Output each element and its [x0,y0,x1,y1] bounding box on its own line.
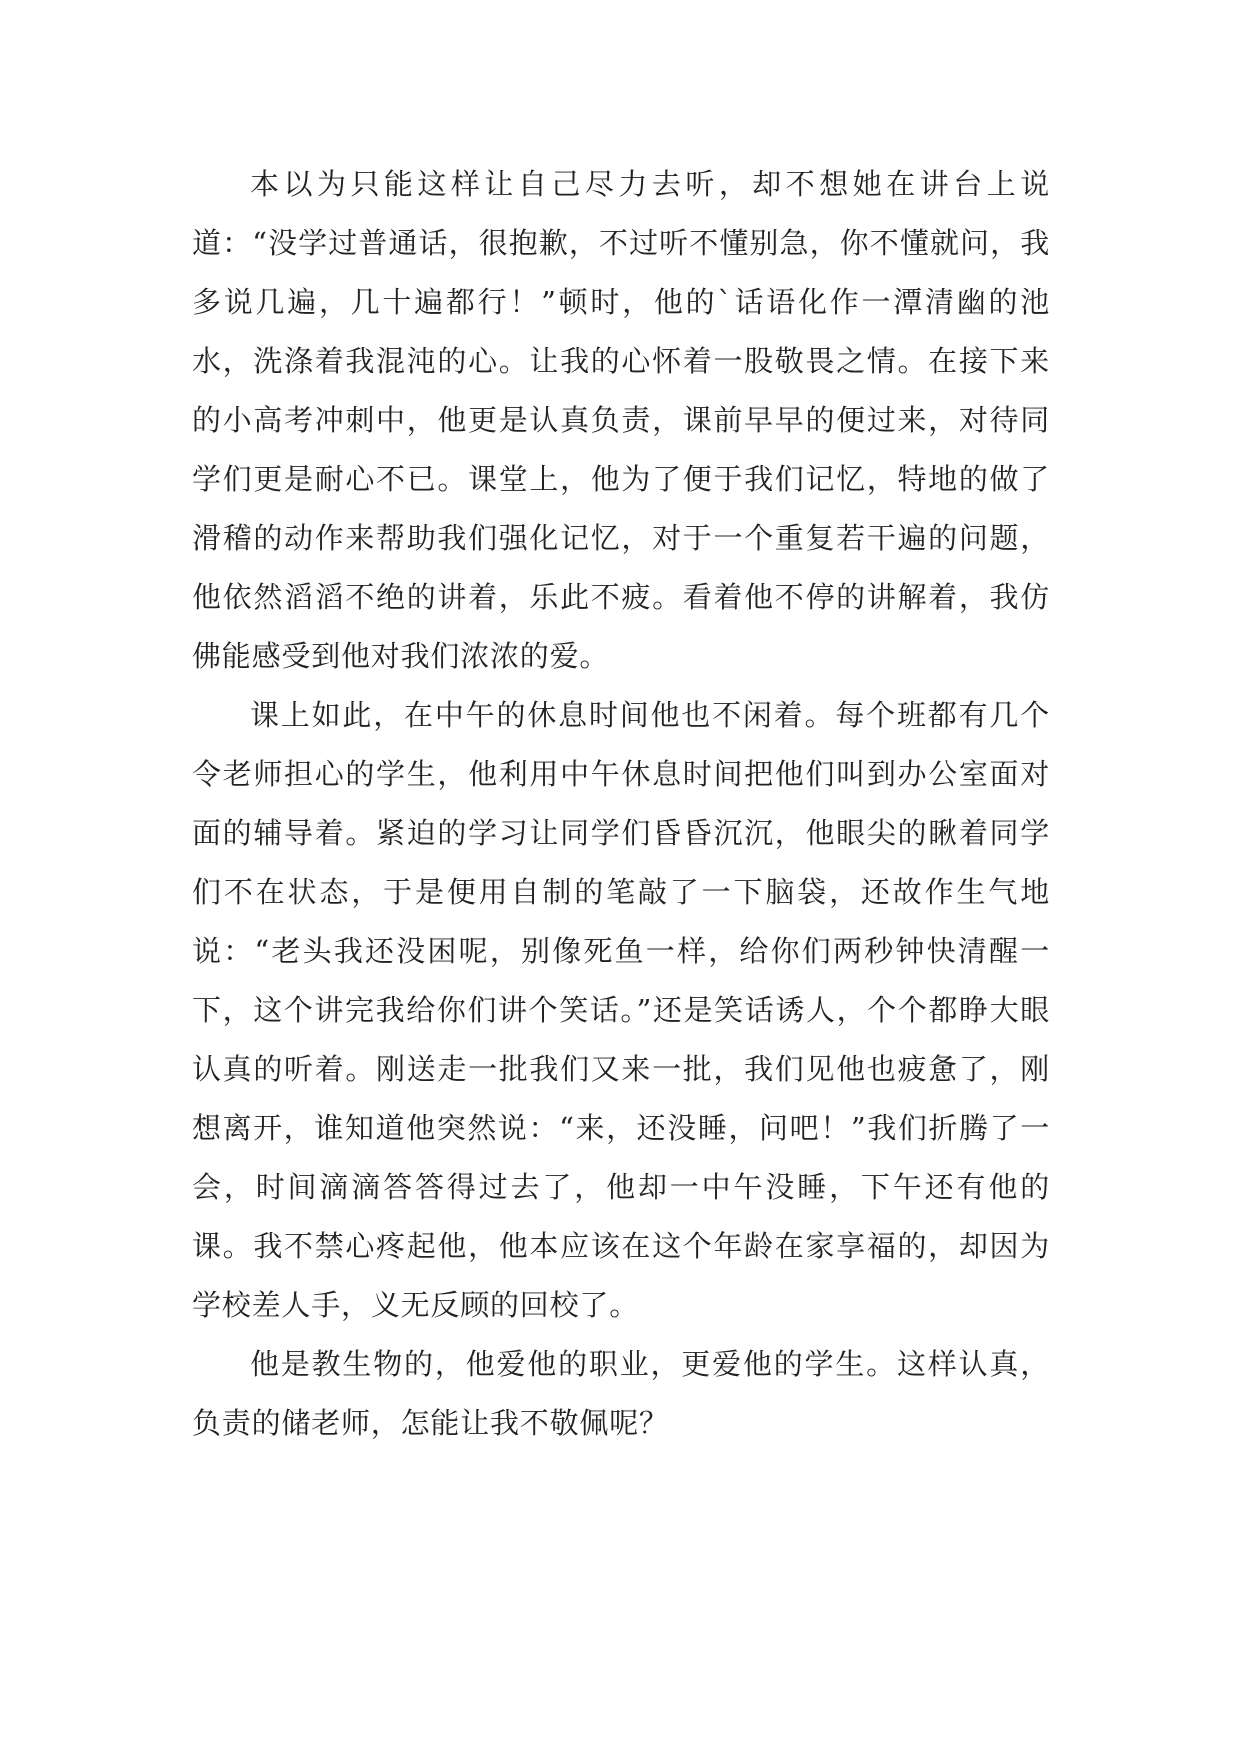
paragraph-1: 本以为只能这样让自己尽力去听，却不想她在讲台上说道：“没学过普通话，很抱歉，不过听不懂别急，你不懂就问，我多说几遍，几十遍都行！”顿时，他的`话语化作一潭清幽的池水，洗涤着我混沌的心。让我的心怀着一股敬畏之情。在接下来的小高考冲刺中，他更是认真负责，课前早早的便过来，对待同学们更是耐心不已。课堂上，他为了便于我们记忆，特地的做了滑稽的动作来帮助我们强化记忆，对于一个重复若干遍的问题，他依然滔滔不绝的讲着，乐此不疲。看着他不停的讲解着，我仿佛能感受到他对我们浓浓的爱。 [192,167,1050,673]
paragraph-2: 课上如此，在中午的休息时间他也不闲着。每个班都有几个令老师担心的学生，他利用中午休息时间把他们叫到办公室面对面的辅导着。紧迫的学习让同学们昏昏沉沉，他眼尖的瞅着同学们不在状态，于是便用自制的笔敲了一下脑袋，还故作生气地说：“老头我还没困呢，别像死鱼一样，给你们两秒钟快清醒一下，这个讲完我给你们讲个笑话。”还是笑话诱人，个个都睁大眼认真的听着。刚送走一批我们又来一批，我们见他也疲惫了，刚想离开，谁知道他突然说：“来，还没睡，问吧！”我们折腾了一会，时间滴滴答答得过去了，他却一中午没睡，下午还有他的课。我不禁心疼起他，他本应该在这个年龄在家享福的，却因为学校差人手，义无反顾的回校了。 [192,698,1050,1322]
paragraph-3: 他是教生物的，他爱他的职业，更爱他的学生。这样认真，负责的储老师，怎能让我不敬佩呢？ [192,1347,1050,1440]
document-body [192,155,1050,1453]
